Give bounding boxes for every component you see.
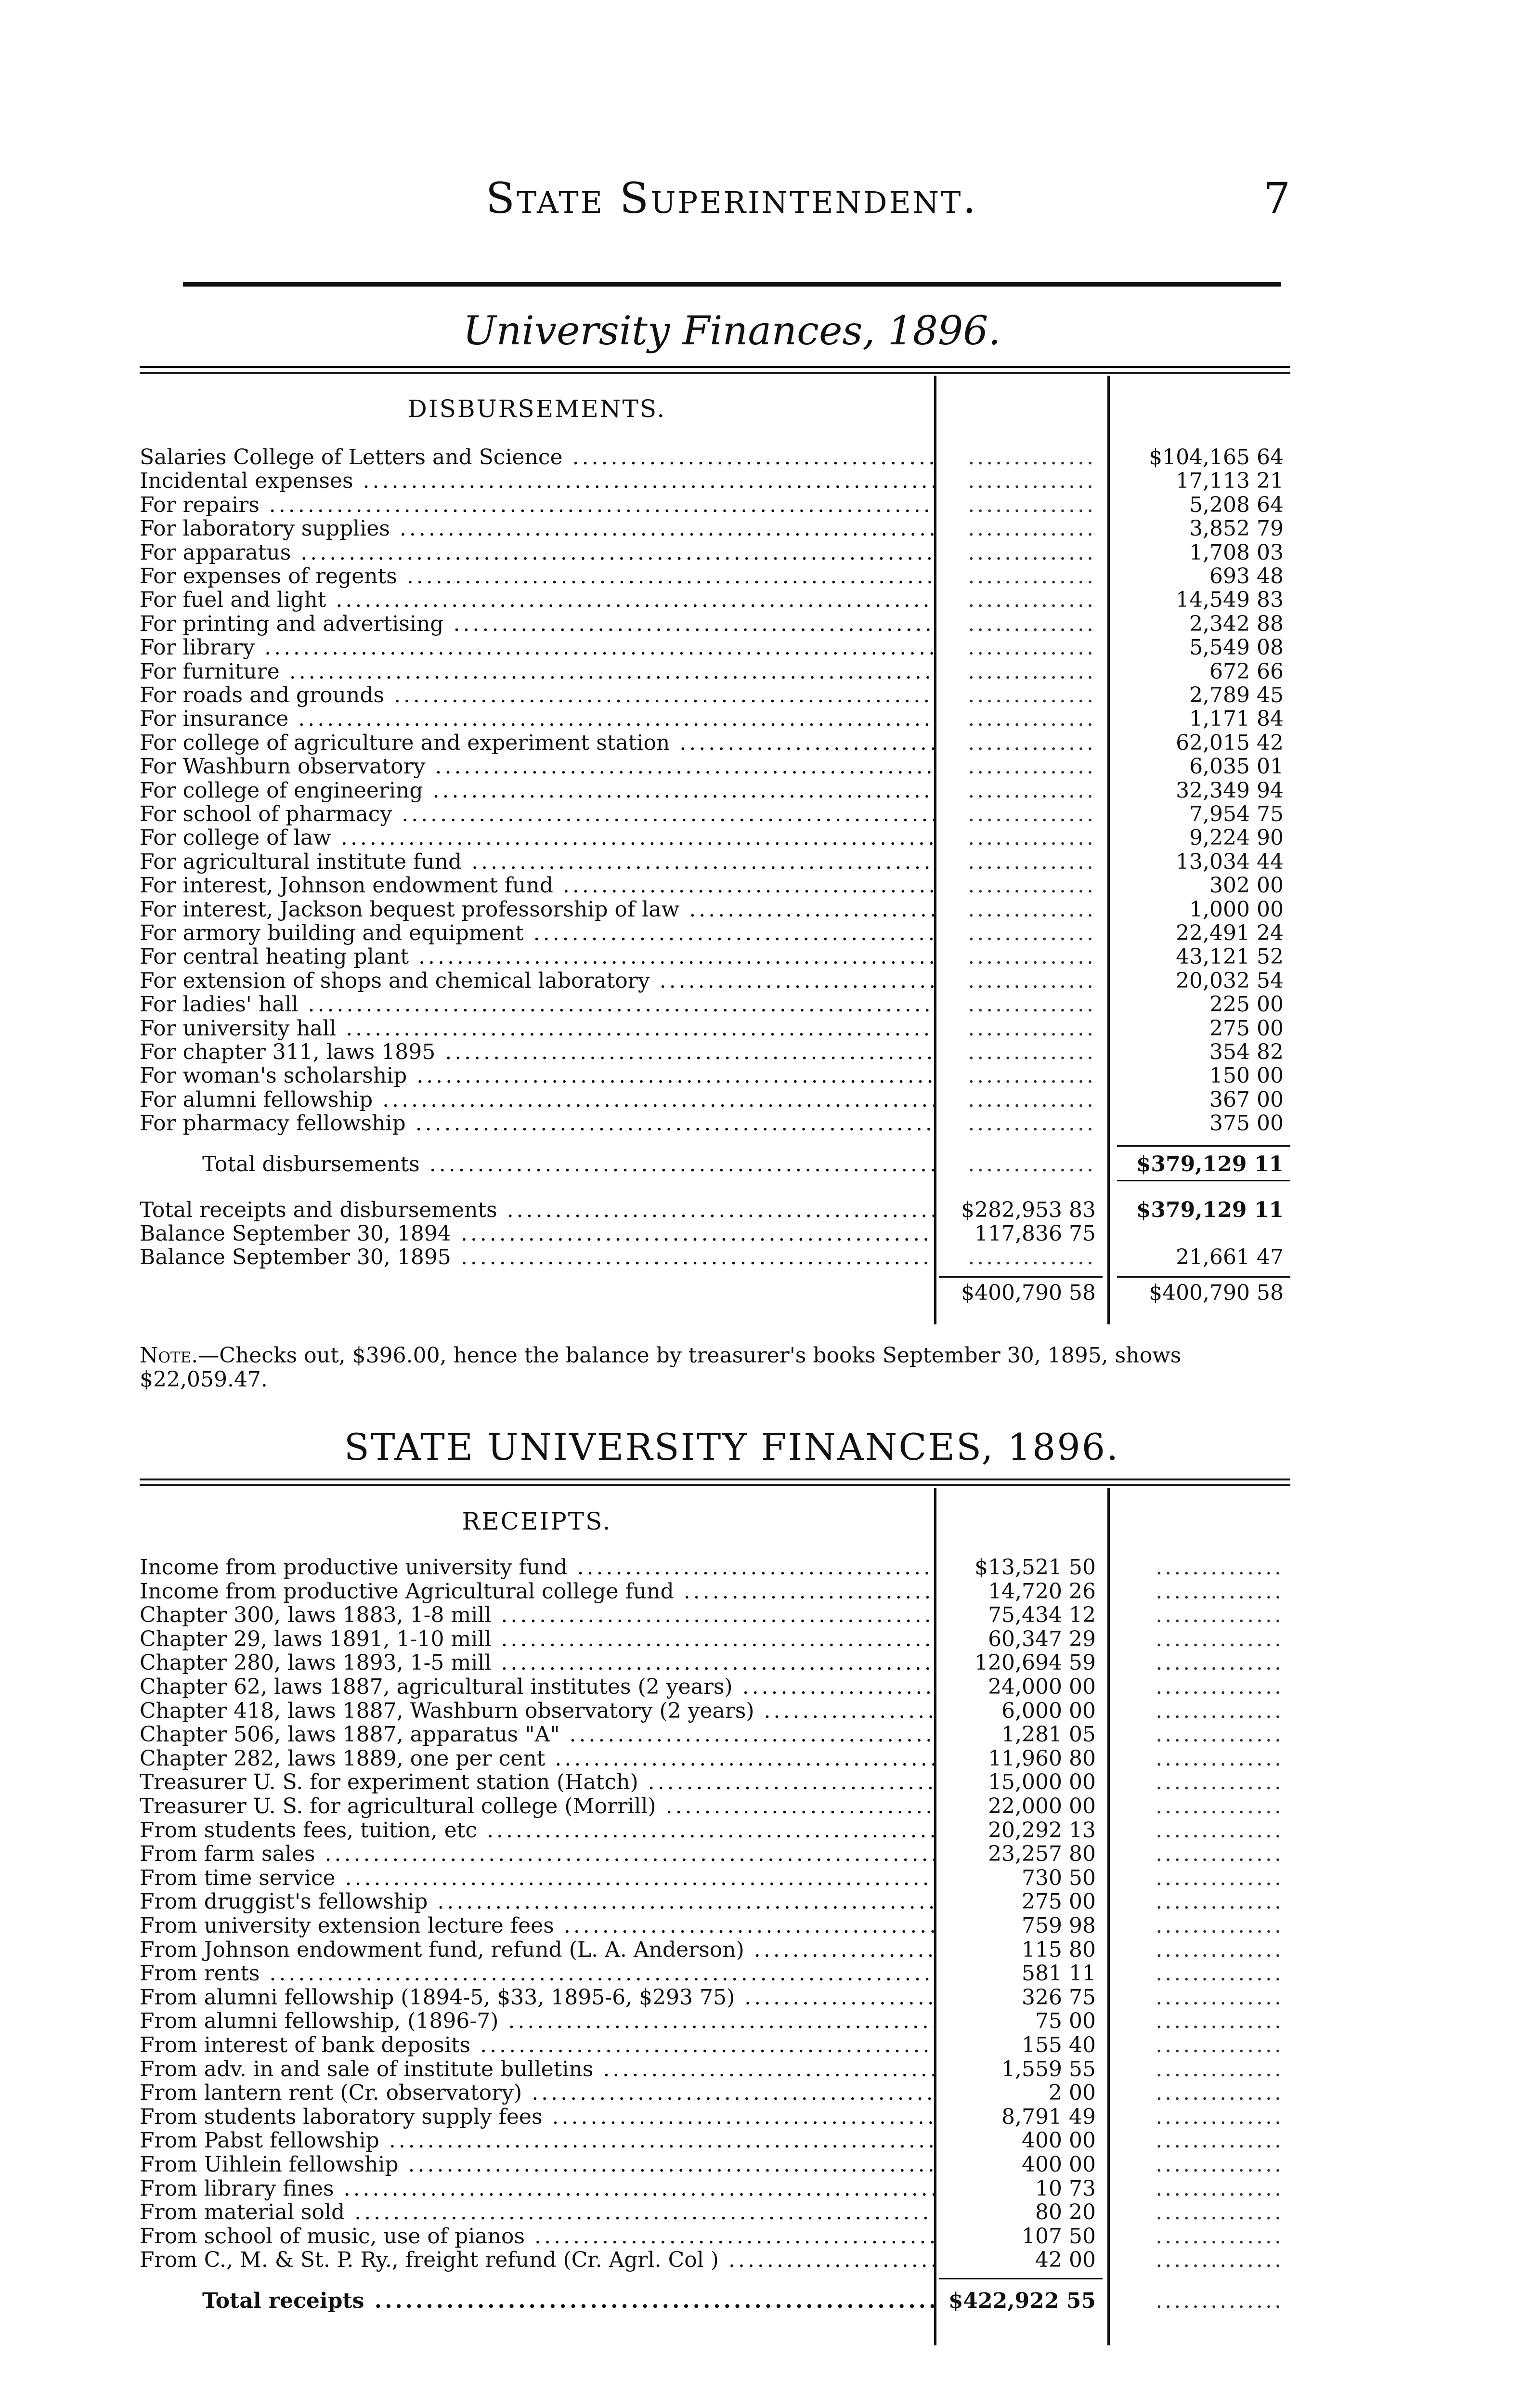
disbursement-row: [140, 802, 1290, 826]
row-label: For fuel and light .....: [140, 588, 934, 612]
receipt-row: [140, 1770, 1290, 1794]
row-label: Balance September 30, 1894 .....: [140, 1222, 934, 1245]
row-label: Total receipts .....: [140, 2289, 934, 2313]
disbursement-row: [140, 969, 1290, 993]
row-amount-col1: 22,000 00: [988, 1794, 1096, 1819]
disbursements-note: [140, 1344, 1295, 1392]
running-head: [183, 173, 1290, 231]
row-amount-col1: 115 80: [1022, 1937, 1096, 1962]
row-amount-col1: $13,521 50: [974, 1555, 1096, 1580]
row-amount-col1: ..............: [968, 731, 1096, 755]
row-amount-col1: 14,720 26: [988, 1579, 1096, 1604]
receipt-row: [140, 1580, 1290, 1603]
row-amount-col2: 6,035 01: [1189, 754, 1284, 779]
row-amount-col1: $400,790 58: [961, 1281, 1096, 1305]
row-amount-col2: ..............: [1156, 1889, 1284, 1914]
disbursements-top-rule: [140, 366, 1290, 368]
receipt-row: [140, 1603, 1290, 1627]
row-amount-col2: 22,491 24: [1176, 921, 1284, 945]
row-amount-col2: ..............: [1156, 1913, 1284, 1938]
row-amount-col2: 2,342 88: [1189, 612, 1284, 636]
receipt-row: [140, 1627, 1290, 1651]
disbursements-column-heading: DISBURSEMENTS.: [407, 395, 666, 423]
row-label: Balance September 30, 1895 .....: [140, 1245, 934, 1269]
row-label: Chapter 29, laws 1891, 1-10 mill .....: [140, 1627, 934, 1651]
disbursement-row: [140, 1064, 1290, 1087]
row-label: From rents .....: [140, 1962, 934, 1985]
row-label: From Uihlein fellowship .....: [140, 2153, 934, 2176]
row-label: From alumni fellowship, (1896-7) .....: [140, 2009, 934, 2033]
row-amount-col1: ..............: [968, 1016, 1096, 1041]
disbursement-row: [140, 1112, 1290, 1135]
summary-row: [140, 1245, 1290, 1269]
row-label: For Washburn observatory .....: [140, 755, 934, 778]
row-label: Income from productive Agricultural college fund .....: [140, 1580, 934, 1603]
row-amount-col2: ..............: [1156, 2105, 1284, 2129]
row-amount-col2: ..............: [1156, 1818, 1284, 1843]
row-amount-col1: ..............: [968, 540, 1096, 565]
disbursement-row: [140, 1017, 1290, 1040]
disbursement-row: [140, 921, 1290, 945]
row-amount-col2: ..............: [1156, 2033, 1284, 2057]
row-label: From Pabst fellowship .....: [140, 2129, 934, 2152]
header-rule: [183, 282, 1281, 287]
row-label: From C., M. & St. P. Ry., freight refund (Cr. Agrl. Col ) .....: [140, 2248, 934, 2272]
row-amount-col1: ..............: [968, 754, 1096, 779]
row-amount-col2: 13,034 44: [1176, 850, 1284, 874]
disbursement-row: [140, 564, 1290, 588]
row-label: From time service .....: [140, 1866, 934, 1890]
row-amount-col2: 672 66: [1209, 659, 1284, 684]
receipt-row: [140, 1890, 1290, 1913]
row-amount-col2: $379,129 11: [1136, 1152, 1284, 1177]
row-label: Incidental expenses .....: [140, 469, 934, 493]
row-amount-col2: 1,171 84: [1189, 707, 1284, 731]
total-rule: [1117, 1180, 1290, 1181]
row-amount-col1: ..............: [968, 1152, 1096, 1177]
receipt-row: [140, 1675, 1290, 1699]
row-amount-col1: ..............: [968, 850, 1096, 874]
disbursement-row: [140, 731, 1290, 755]
row-amount-col2: ..............: [1156, 2128, 1284, 2153]
row-label: From druggist's fellowship .....: [140, 1890, 934, 1913]
receipt-row: [140, 2081, 1290, 2105]
receipt-row: [140, 2129, 1290, 2152]
row-amount-col2: ..............: [1156, 1770, 1284, 1794]
row-amount-col2: 14,549 83: [1176, 588, 1284, 612]
row-amount-col2: ..............: [1156, 2057, 1284, 2081]
row-label: For expenses of regents .....: [140, 564, 934, 588]
receipt-row: [140, 2033, 1290, 2057]
row-amount-col2: ..............: [1156, 1650, 1284, 1675]
row-amount-col2: ..............: [1156, 1866, 1284, 1890]
row-label: From farm sales .....: [140, 1842, 934, 1866]
receipt-row: [140, 1699, 1290, 1723]
disbursement-row: [140, 660, 1290, 683]
row-amount-col1: ..............: [968, 778, 1096, 803]
row-amount-col2: ..............: [1156, 2248, 1284, 2272]
row-amount-col1: 15,000 00: [988, 1770, 1096, 1794]
row-amount-col2: 7,954 75: [1189, 802, 1284, 826]
disbursement-row: [140, 826, 1290, 850]
row-label: For ladies' hall .....: [140, 993, 934, 1016]
row-amount-col1: 75,434 12: [988, 1603, 1096, 1627]
row-amount-col1: 155 40: [1022, 2033, 1096, 2057]
row-amount-col2: ..............: [1156, 1555, 1284, 1580]
disbursement-row: [140, 612, 1290, 636]
row-amount-col2: ..............: [1156, 2081, 1284, 2105]
row-amount-col1: ..............: [968, 1063, 1096, 1088]
row-amount-col1: 400 00: [1022, 2152, 1096, 2177]
note-text: —Checks out, $396.00, hence the balance by treasurer's books September 30, 1895, shows $22,059.47.: [140, 1343, 1182, 1392]
row-amount-col1: ..............: [968, 897, 1096, 922]
disbursements-title: University Finances, 1896.: [463, 308, 1001, 354]
row-amount-col1: 10 73: [1035, 2176, 1096, 2201]
row-amount-col1: 759 98: [1022, 1913, 1096, 1938]
row-amount-col1: ..............: [968, 469, 1096, 493]
row-amount-col2: 354 82: [1209, 1040, 1284, 1064]
row-label: For school of pharmacy .....: [140, 802, 934, 826]
receipt-row: [140, 1556, 1290, 1579]
row-amount-col1: ..............: [968, 825, 1096, 850]
receipt-row: [140, 1747, 1290, 1770]
row-amount-col2: 62,015 42: [1176, 731, 1284, 755]
row-amount-col2: 2,789 45: [1189, 683, 1284, 707]
row-amount-col1: ..............: [968, 968, 1096, 993]
disbursement-row: [140, 588, 1290, 612]
row-label: Salaries College of Letters and Science .....: [140, 445, 934, 469]
row-amount-col1: 581 11: [1022, 1961, 1096, 1986]
row-amount-col2: $400,790 58: [1149, 1281, 1284, 1305]
row-amount-col1: ..............: [968, 635, 1096, 660]
row-amount-col1: 20,292 13: [988, 1818, 1096, 1843]
row-amount-col2: ..............: [1156, 1722, 1284, 1747]
row-label: Total disbursements .....: [140, 1152, 934, 1176]
row-amount-col2: 693 48: [1209, 564, 1284, 589]
page-number: 7: [1263, 173, 1290, 223]
row-amount-col1: 326 75: [1022, 1985, 1096, 2010]
row-amount-col2: $379,129 11: [1136, 1198, 1284, 1222]
disbursement-row: [140, 469, 1290, 493]
row-label: From students laboratory supply fees .....: [140, 2105, 934, 2129]
row-label: For armory building and equipment .....: [140, 921, 934, 945]
disbursement-row: [140, 1088, 1290, 1112]
disbursement-row: [140, 898, 1290, 921]
subtotal-rule: [1117, 1145, 1290, 1147]
row-label: For college of agriculture and experiment station .....: [140, 731, 934, 755]
row-amount-col2: ..............: [1156, 2152, 1284, 2177]
row-amount-col1: ..............: [968, 445, 1096, 470]
row-amount-col2: 375 00: [1209, 1111, 1284, 1136]
receipt-row: [140, 1866, 1290, 1890]
row-label: Chapter 418, laws 1887, Washburn observatory (2 years) .....: [140, 1699, 934, 1723]
receipt-row: [140, 1938, 1290, 1962]
row-amount-col2: 43,121 52: [1176, 944, 1284, 969]
row-amount-col1: 1,559 55: [1001, 2057, 1096, 2081]
receipts-column-heading: RECEIPTS.: [462, 1507, 612, 1535]
row-amount-col1: ..............: [968, 921, 1096, 945]
row-label: From interest of bank deposits .....: [140, 2033, 934, 2057]
disbursement-row: [140, 755, 1290, 778]
row-amount-col1: ..............: [968, 493, 1096, 517]
row-amount-col2: 150 00: [1209, 1063, 1284, 1088]
row-amount-col1: 75 00: [1035, 2009, 1096, 2033]
row-label: Treasurer U. S. for experiment station (Hatch) .....: [140, 1770, 934, 1794]
row-label: Chapter 506, laws 1887, apparatus "A" .....: [140, 1723, 934, 1746]
receipt-row: [140, 1651, 1290, 1675]
receipt-row: [140, 2225, 1290, 2248]
row-label: For alumni fellowship .....: [140, 1088, 934, 1112]
row-amount-col1: 730 50: [1022, 1866, 1096, 1890]
row-label: For agricultural institute fund .....: [140, 850, 934, 874]
row-label: For apparatus .....: [140, 541, 934, 564]
receipt-row: [140, 2057, 1290, 2081]
receipts-top-rule: [140, 1479, 1290, 1480]
receipts-title: STATE UNIVERSITY FINANCES, 1896.: [344, 1426, 1120, 1468]
row-label: For interest, Johnson endowment fund .....: [140, 874, 934, 897]
row-label: Income from productive university fund .....: [140, 1556, 934, 1579]
row-label: For library .....: [140, 636, 934, 659]
row-amount-col2: ..............: [1156, 1579, 1284, 1604]
row-amount-col1: ..............: [968, 944, 1096, 969]
total-receipts-row: [140, 2289, 1290, 2313]
row-amount-col2: ..............: [1156, 2224, 1284, 2249]
row-amount-col2: ..............: [1156, 2289, 1284, 2313]
disbursement-row: [140, 541, 1290, 564]
disbursement-row: [140, 636, 1290, 659]
row-amount-col1: 24,000 00: [988, 1675, 1096, 1699]
disbursement-row: [140, 707, 1290, 731]
row-label: Chapter 62, laws 1887, agricultural institutes (2 years) .....: [140, 1675, 934, 1699]
row-label: From adv. in and sale of institute bulletins .....: [140, 2057, 934, 2081]
row-amount-col2: ..............: [1156, 1794, 1284, 1819]
row-amount-col2: ..............: [1156, 1627, 1284, 1651]
row-amount-col1: ..............: [968, 1111, 1096, 1136]
row-amount-col2: $104,165 64: [1149, 445, 1284, 470]
row-amount-col2: 17,113 21: [1176, 469, 1284, 493]
row-label: For interest, Jackson bequest professorship of law .....: [140, 898, 934, 921]
row-amount-col2: 5,208 64: [1189, 493, 1284, 517]
receipt-row: [140, 2009, 1290, 2033]
row-amount-col1: 11,960 80: [988, 1746, 1096, 1771]
row-amount-col1: $282,953 83: [961, 1198, 1096, 1222]
receipt-row: [140, 1962, 1290, 1985]
grand-total-rule-col2: [1117, 1276, 1290, 1278]
row-amount-col2: ..............: [1156, 1937, 1284, 1962]
row-label: For roads and grounds .....: [140, 683, 934, 707]
receipt-row: [140, 1986, 1290, 2009]
row-amount-col1: ..............: [968, 1040, 1096, 1064]
row-amount-col1: ..............: [968, 683, 1096, 707]
receipt-row: [140, 2105, 1290, 2129]
disbursement-row: [140, 493, 1290, 517]
row-amount-col1: ..............: [968, 707, 1096, 731]
receipt-row: [140, 1914, 1290, 1937]
grand-total-rule-col1: [939, 1276, 1103, 1278]
receipt-row: [140, 2200, 1290, 2224]
row-amount-col2: 9,224 90: [1189, 825, 1284, 850]
receipt-row: [140, 1723, 1290, 1746]
disbursements-top-rule-2: [140, 372, 1290, 374]
receipt-row: [140, 1842, 1290, 1866]
disbursement-row: [140, 779, 1290, 802]
row-amount-col1: 275 00: [1022, 1889, 1096, 1914]
row-amount-col1: ..............: [968, 659, 1096, 684]
row-amount-col2: ..............: [1156, 1985, 1284, 2010]
row-label: For woman's scholarship .....: [140, 1064, 934, 1087]
row-amount-col1: ..............: [968, 564, 1096, 589]
disbursement-row: [140, 850, 1290, 874]
row-amount-col2: 302 00: [1209, 873, 1284, 898]
row-amount-col2: ..............: [1156, 1675, 1284, 1699]
row-label: Chapter 280, laws 1893, 1-5 mill .....: [140, 1651, 934, 1675]
disbursement-row: [140, 993, 1290, 1016]
row-amount-col1: 8,791 49: [1001, 2105, 1096, 2129]
receipt-row: [140, 2177, 1290, 2200]
disbursement-row: [140, 683, 1290, 707]
row-amount-col1: ..............: [968, 873, 1096, 898]
row-label: For chapter 311, laws 1895 .....: [140, 1040, 934, 1064]
row-label: Chapter 300, laws 1883, 1-8 mill .....: [140, 1603, 934, 1627]
row-label: For university hall .....: [140, 1017, 934, 1040]
row-amount-col1: 120,694 59: [974, 1650, 1096, 1675]
row-amount-col1: 80 20: [1035, 2200, 1096, 2225]
summary-row: [140, 1198, 1290, 1222]
receipt-row: [140, 1819, 1290, 1842]
row-label: For laboratory supplies .....: [140, 517, 934, 540]
row-amount-col2: ..............: [1156, 1842, 1284, 1866]
row-amount-col1: 42 00: [1035, 2248, 1096, 2272]
row-amount-col1: 400 00: [1022, 2128, 1096, 2153]
row-amount-col1: 2 00: [1049, 2081, 1096, 2105]
row-label: From Johnson endowment fund, refund (L. A. Anderson) .....: [140, 1938, 934, 1962]
row-amount-col2: 367 00: [1209, 1087, 1284, 1112]
row-amount-col1: 23,257 80: [988, 1842, 1096, 1866]
row-label: Total receipts and disbursements .....: [140, 1198, 934, 1222]
row-amount-col2: ..............: [1156, 1961, 1284, 1986]
row-amount-col2: 225 00: [1209, 992, 1284, 1017]
row-amount-col1: 60,347 29: [988, 1627, 1096, 1651]
row-amount-col2: ..............: [1156, 1699, 1284, 1723]
row-label: From library fines .....: [140, 2177, 934, 2200]
row-label: For furniture .....: [140, 660, 934, 683]
disbursement-row: [140, 1040, 1290, 1064]
receipt-row: [140, 2153, 1290, 2176]
row-amount-col2: 5,549 08: [1189, 635, 1284, 660]
row-amount-col2: ..............: [1156, 1603, 1284, 1627]
row-label: For printing and advertising .....: [140, 612, 934, 636]
running-title: State Superintendent.: [485, 173, 978, 223]
row-label: For college of law .....: [140, 826, 934, 850]
row-label: For extension of shops and chemical laboratory .....: [140, 969, 934, 993]
row-amount-col2: ..............: [1156, 1746, 1284, 1771]
row-label: From alumni fellowship (1894-5, $33, 1895-6, $293 75) .....: [140, 1986, 934, 2009]
note-label: Note.: [140, 1343, 198, 1368]
row-label: From lantern rent (Cr. observatory) .....: [140, 2081, 934, 2105]
row-amount-col2: 21,661 47: [1176, 1245, 1284, 1269]
row-label: From university extension lecture fees .....: [140, 1914, 934, 1937]
row-amount-col1: ..............: [968, 516, 1096, 541]
receipts-total-rule: [939, 2278, 1103, 2279]
row-amount-col2: 3,852 79: [1189, 516, 1284, 541]
row-label: For insurance .....: [140, 707, 934, 731]
total-disbursements-row: [140, 1152, 1290, 1176]
row-amount-col1: 1,281 05: [1001, 1722, 1096, 1747]
row-amount-col2: 20,032 54: [1176, 968, 1284, 993]
row-label: For college of engineering .....: [140, 779, 934, 802]
row-amount-col1: 107 50: [1022, 2224, 1096, 2249]
row-amount-col2: 1,000 00: [1189, 897, 1284, 922]
row-amount-col2: ..............: [1156, 2176, 1284, 2201]
row-label: Chapter 282, laws 1889, one per cent .....: [140, 1747, 934, 1770]
disbursement-row: [140, 945, 1290, 968]
row-label: For repairs .....: [140, 493, 934, 517]
row-amount-col1: $422,922 55: [948, 2289, 1096, 2313]
row-label: For pharmacy fellowship .....: [140, 1112, 934, 1135]
row-label: For central heating plant .....: [140, 945, 934, 968]
row-amount-col1: ..............: [968, 1087, 1096, 1112]
row-amount-col1: ..............: [968, 992, 1096, 1017]
row-amount-col2: ..............: [1156, 2200, 1284, 2225]
disbursement-row: [140, 874, 1290, 897]
row-amount-col2: 1,708 03: [1189, 540, 1284, 565]
receipts-top-rule-2: [140, 1484, 1290, 1486]
summary-row: [140, 1222, 1290, 1245]
row-label: From students fees, tuition, etc .....: [140, 1819, 934, 1842]
row-amount-col1: ..............: [968, 802, 1096, 826]
row-amount-col1: 117,836 75: [974, 1221, 1096, 1246]
row-amount-col1: ..............: [968, 588, 1096, 612]
row-amount-col2: ..............: [1156, 2009, 1284, 2033]
row-amount-col1: ..............: [968, 1245, 1096, 1269]
row-label: Treasurer U. S. for agricultural college (Morrill) .....: [140, 1794, 934, 1818]
receipt-row: [140, 1794, 1290, 1818]
row-label: From material sold .....: [140, 2200, 934, 2224]
row-label: From school of music, use of pianos .....: [140, 2225, 934, 2248]
disbursement-row: [140, 445, 1290, 469]
row-amount-col1: 6,000 00: [1001, 1699, 1096, 1723]
row-amount-col2: 275 00: [1209, 1016, 1284, 1041]
receipt-row: [140, 2248, 1290, 2272]
grand-total-row: [140, 1281, 1290, 1305]
disbursement-row: [140, 517, 1290, 540]
row-amount-col1: ..............: [968, 612, 1096, 636]
row-amount-col2: 32,349 94: [1176, 778, 1284, 803]
